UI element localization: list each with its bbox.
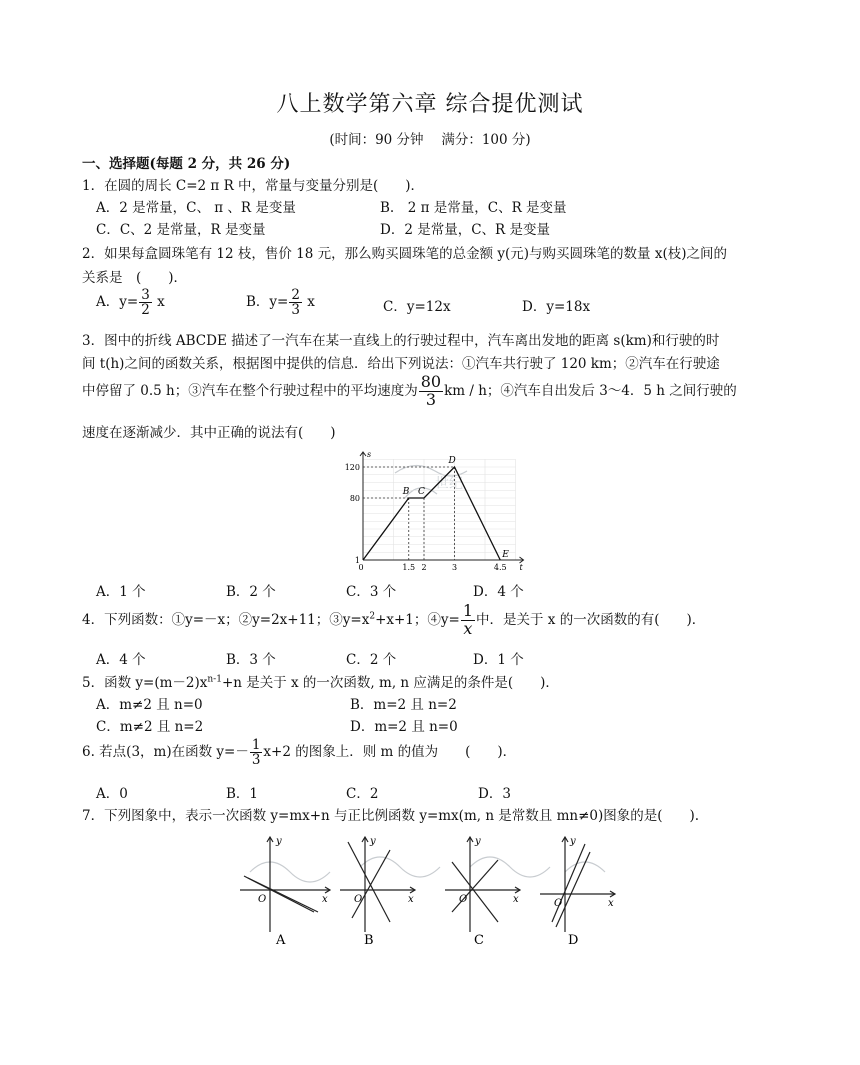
graph-d-x-label: x <box>608 898 614 909</box>
q5-option-c: C．m≠2 且 n=2 <box>96 719 204 735</box>
line-1 <box>452 862 498 922</box>
graph-d <box>540 837 615 932</box>
fraction: $\frac{2}{3}$ <box>291 287 300 319</box>
q4-stem: 4．下列函数：①y=－x；②y=2x+11；$③y=x^2+x+1$；④y= $\frac{1}{x}$ 中．是关于 x 的一次函数的有( )． <box>82 601 706 638</box>
q3-option-d: D．4 个 <box>473 584 524 600</box>
q4-option-d: D．1 个 <box>473 652 524 668</box>
fraction: $\frac{1}{x}$ <box>462 601 474 638</box>
section-heading: 一、选择题(每题 2 分，共 26 分) <box>82 156 291 172</box>
point-label-d: D <box>448 456 456 466</box>
watermark-logo <box>250 857 605 882</box>
q6-stem: 6. 若点(3，m)在函数 y=－ $\frac{1}{3}$ x+2 的图象上．则 m 的值为 ( )． <box>82 737 517 769</box>
graph-d-label: D <box>568 933 579 948</box>
q3-option-c: C．3 个 <box>346 584 397 600</box>
graph-c-label: C <box>474 933 484 948</box>
y-tick-label: 80 <box>349 494 360 503</box>
q7-graph-options <box>230 832 630 957</box>
graph-a-x-label: x <box>322 894 328 905</box>
svg-text:世纪: 世纪 <box>435 476 463 492</box>
fraction: $\frac{1}{3}$ <box>251 737 261 769</box>
page-subtitle: (时间：90 分钟 满分：100 分) <box>329 132 531 148</box>
graph-b-y-label: y <box>370 836 376 847</box>
graph-b-origin: O <box>354 894 363 905</box>
graph-b-label: B <box>364 933 374 948</box>
fraction: $\frac{80}{3}$ <box>420 372 442 409</box>
graph-a-y-label: y <box>276 836 282 847</box>
line-2 <box>556 852 590 927</box>
line-1 <box>348 842 390 922</box>
q5-option-d: D．m=2 且 n=0 <box>350 719 458 735</box>
x-tick-label: 4.5 <box>493 563 507 572</box>
graph-c-origin: O <box>459 894 468 905</box>
q5-stem: 5．函数 $y=(m-2)x^{n-1}+n$ 是关于 x 的一次函数, m, n 应满足的条件是( )． <box>82 674 559 691</box>
page-title: 八上数学第六章 综合提优测试 <box>276 92 584 117</box>
point-label-b: B <box>402 487 410 497</box>
q5-option-a: A．m≠2 且 n=0 <box>96 697 203 713</box>
graph-d-origin: O <box>554 898 563 909</box>
graph-c <box>445 837 520 932</box>
q3-option-a: A．1 个 <box>96 584 146 600</box>
q7-stem: 7．下列图象中，表示一次函数 y=mx+n 与正比例函数 y=mx(m, n 是常数且 mn≠0)图象的是( ). <box>82 808 700 824</box>
q4-option-b: B．3 个 <box>226 652 276 668</box>
q1-option-d: D．2 是常量，C、R 是变量 <box>380 222 550 238</box>
q6-option-c: C．2 <box>346 786 379 802</box>
x-tick-label: 1.5 <box>402 563 416 572</box>
q2-option-c: C．y=12x <box>383 299 451 315</box>
y-tick-label: 1 <box>354 556 360 565</box>
x-tick-label: 0 <box>358 563 364 572</box>
q6-option-b: B．1 <box>226 786 259 802</box>
point-label-e: E <box>502 550 509 560</box>
q2-option-b: B．y= $\frac{2}{3}$ x <box>246 287 315 319</box>
q1-option-a: A．2 是常量，C、 π 、R 是变量 <box>96 200 296 216</box>
q2-stem-line2: 关系是 ( )． <box>82 270 188 286</box>
graph-a-label: A <box>276 933 286 948</box>
q6-option-d: D．3 <box>478 786 511 802</box>
graph-a-origin: O <box>258 894 267 905</box>
graph-b-x-label: x <box>408 894 414 905</box>
point-label-c: C <box>418 487 425 497</box>
q3-stem-line3: 中停留了 0.5 h；③汽车在整个行驶过程中的平均速度为 $\frac{80}{3}$ km / h；④汽车自出发后 3～4．5 h 之间行驶的 <box>82 372 737 409</box>
graph-b <box>340 837 415 932</box>
graph-d-y-label: y <box>570 836 576 847</box>
graph-c-x-label: x <box>513 894 519 905</box>
x-axis-label: t <box>519 563 523 572</box>
q6-option-a: A．0 <box>96 786 128 802</box>
fraction: $\frac{3}{2}$ <box>141 287 150 319</box>
q4-option-c: C．2 个 <box>346 652 397 668</box>
graph-a <box>240 837 330 932</box>
q3-distance-time-graph <box>335 448 523 578</box>
y-axis-label: s <box>367 450 372 459</box>
q2-option-a: A．y= $\frac{3}{2}$ x <box>96 287 165 319</box>
q1-option-c: C．C、2 是常量，R 是变量 <box>96 222 266 238</box>
q3-stem-line4: 速度在逐渐减少．其中正确的说法有( ) <box>82 425 336 441</box>
q3-option-b: B．2 个 <box>226 584 276 600</box>
q3-stem-line1: 3．图中的折线 ABCDE 描述了一汽车在某一直线上的行驶过程中，汽车离出发地的距离 s(km)和行驶的时 <box>82 333 720 349</box>
y-tick-label: 120 <box>344 463 360 472</box>
q5-option-b: B．m=2 且 n=2 <box>350 697 457 713</box>
x-tick-label: 3 <box>451 563 458 572</box>
q4-option-a: A．4 个 <box>96 652 146 668</box>
q1-option-b: B. 2 π 是常量，C、R 是变量 <box>380 200 567 216</box>
x-tick-label: 2 <box>421 563 427 572</box>
graph-c-y-label: y <box>475 836 481 847</box>
q1-stem: 1．在圆的周长 C=2 π R 中，常量与变量分别是( )． <box>82 178 425 194</box>
q3-stem-line2: 间 t(h)之间的函数关系，根据图中提供的信息．给出下列说法：①汽车共行驶了 120 km；②汽车在行驶途 <box>82 356 720 372</box>
line-1 <box>552 844 585 922</box>
q2-option-d: D．y=18x <box>522 299 591 315</box>
q2-stem-line1: 2．如果每盒圆珠笔有 12 枝，售价 18 元，那么购买圆珠笔的总金额 y(元)与购买圆珠笔的数量 x(枝)之间的 <box>82 246 727 262</box>
